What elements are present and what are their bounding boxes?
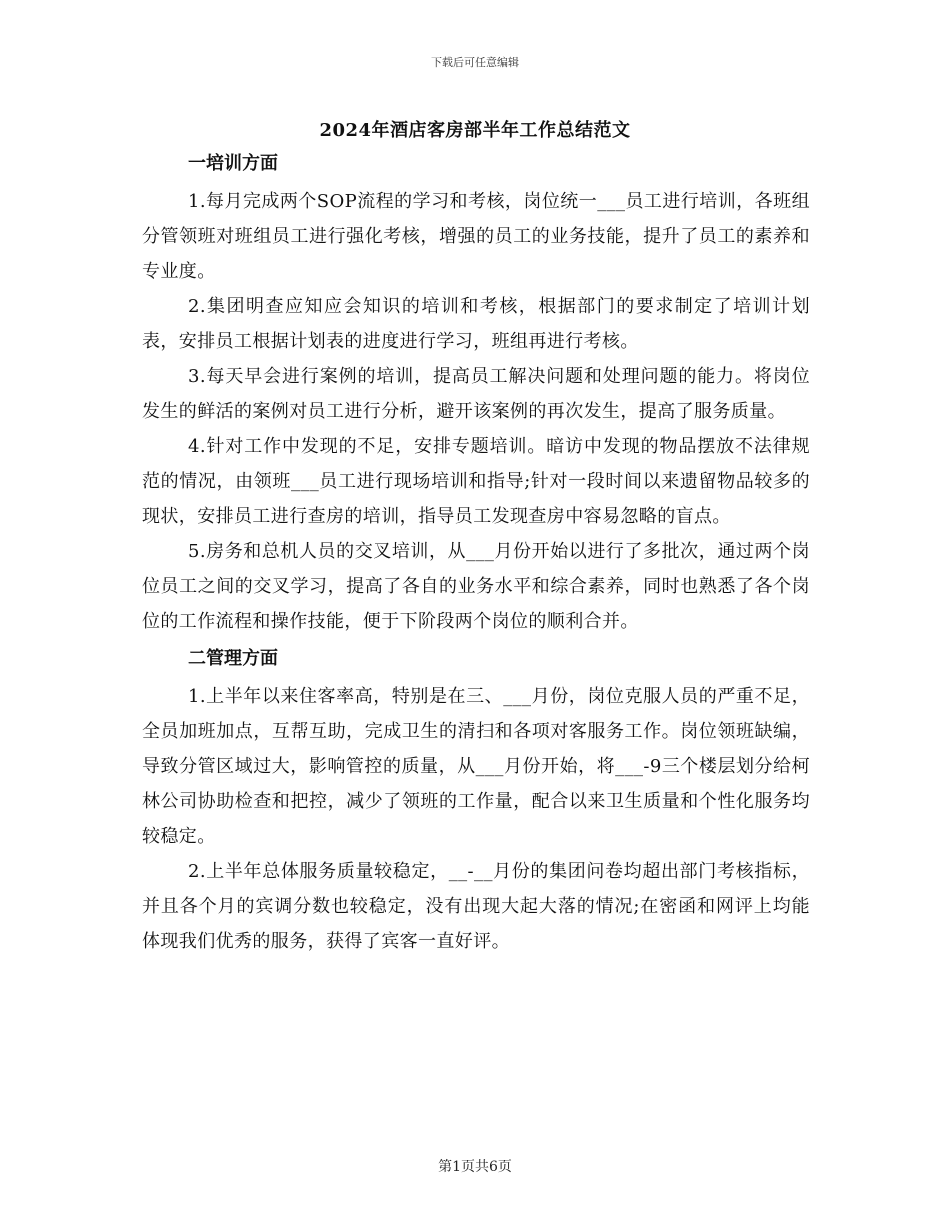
paragraph: 4.针对工作中发现的不足，安排专题培训。暗访中发现的物品摆放不法律规范的情况，由领班___员工进行现场培训和指导;针对一段时间以来遗留物品较多的现状，安排员工进行查房的培训，指导员工发现查房中容易忽略的盲点。: [142, 436, 810, 527]
section-heading: 一培训方面: [188, 153, 278, 174]
paragraph: 5.房务和总机人员的交叉培训，从___月份开始以进行了多批次，通过两个岗位员工之间的交叉学习，提高了各自的业务水平和综合素养，同时也熟悉了各个岗位的工作流程和操作技能，便于下阶段两个岗位的顺利合并。: [142, 541, 810, 632]
paragraph: 3.每天早会进行案例的培训，提高员工解决问题和处理问题的能力。将岗位发生的鲜活的案例对员工进行分析，避开该案例的再次发生，提高了服务质量。: [142, 366, 810, 422]
header-note: 下载后可任意编辑: [431, 56, 519, 69]
section-management: [142, 643, 810, 959]
paragraph: 1.上半年以来住客率高，特别是在三、___月份，岗位克服人员的严重不足，全员加班加点，互帮互助，完成卫生的清扫和各项对客服务工作。岗位领班缺编，导致分管区域过大，影响管控的质量，从___月份开始，将___-9三个楼层划分给柯林公司协助检查和把控，减少了领班的工作量，配合以来卫生质量和个性化服务均较稳定。: [142, 686, 810, 847]
page-footer: 第1页共6页: [438, 1159, 512, 1175]
section-heading: 二管理方面: [188, 648, 278, 669]
paragraph: 2.集团明查应知应会知识的培训和考核，根据部门的要求制定了培训计划表，安排员工根据计划表的进度进行学习，班组再进行考核。: [142, 296, 810, 352]
paragraph: 2.上半年总体服务质量较稳定，__-__月份的集团问卷均超出部门考核指标，并且各个月的宾调分数也较稳定，没有出现大起大落的情况;在密函和网评上均能体现我们优秀的服务，获得了宾客一直好评。: [142, 861, 810, 952]
paragraph: 1.每月完成两个SOP流程的学习和考核，岗位统一___员工进行培训，各班组分管领班对班组员工进行强化考核，增强的员工的业务技能，提升了员工的素养和专业度。: [142, 191, 810, 282]
document-body: [142, 148, 810, 959]
document-title: 2024年酒店客房部半年工作总结范文: [319, 120, 631, 141]
section-training: [142, 148, 810, 639]
